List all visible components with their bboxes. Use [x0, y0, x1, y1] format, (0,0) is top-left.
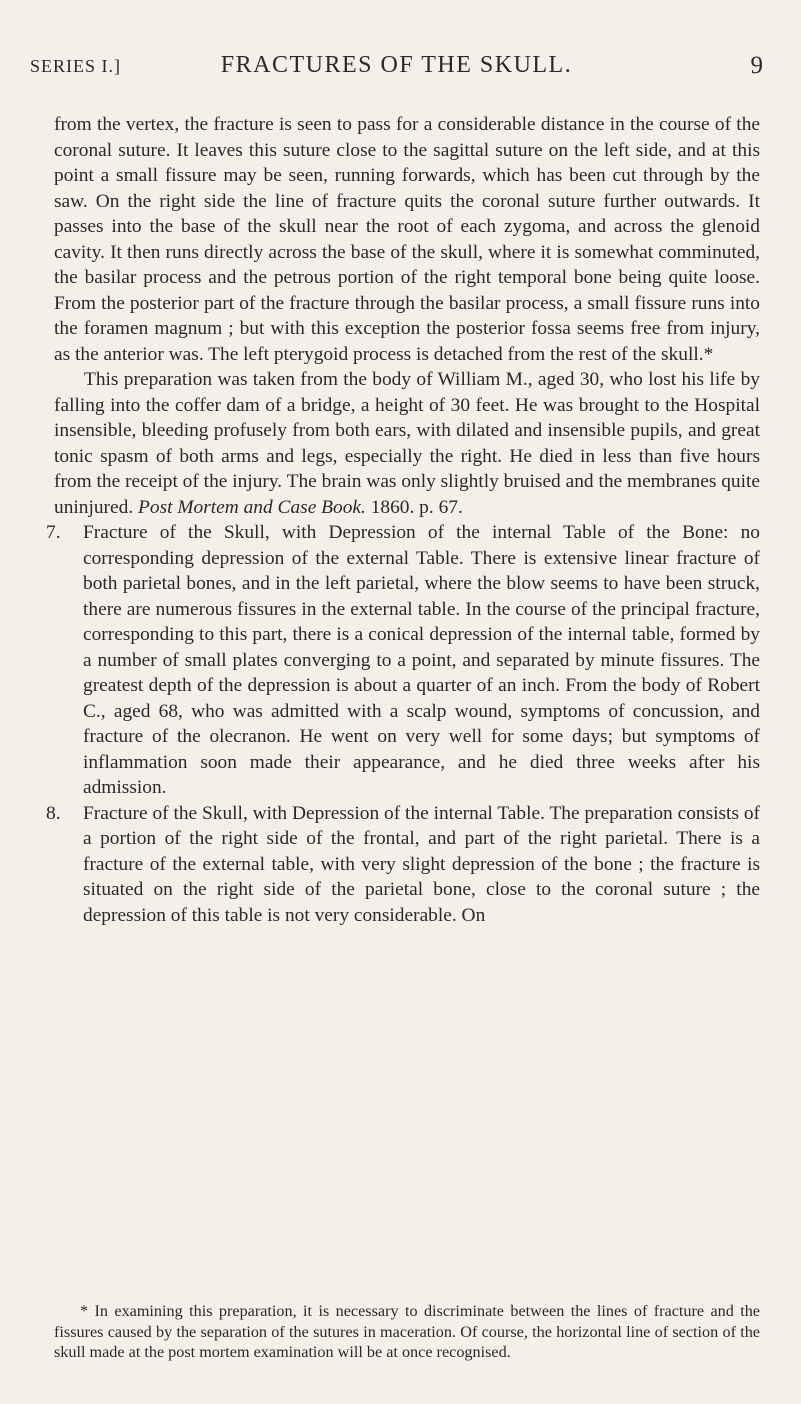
specimen-8: [46, 801, 760, 929]
series-label: SERIES I.]: [30, 56, 121, 76]
specimen-8-text: Fracture of the Skull, with Depression of the internal Table. The preparation consists of a portion of the right side of the frontal, and part of the right parietal. There is a fracture of the external table, with very slight depression of the bone ; the fracture is situated on the right side of the parietal bone, close to the coronal suture ; the depression of this table is not very considerable. On: [83, 802, 760, 926]
case-history-text: This preparation was taken from the body of William M., aged 30, who lost his life by falling into the coffer dam of a bridge, a height of 30 feet. He was brought to the Hospital insensible, bleeding profusely from both ears, with dilated and insensible pupils, and great tonic spasm of both arms and legs, especially the right. He died in less than five hours from the receipt of the injury. The brain was only slightly bruised and the membranes quite uninjured.: [54, 369, 760, 518]
specimen-8-number: 8.: [46, 802, 61, 824]
case-book-reference: Post Mortem and Case Book.: [138, 496, 366, 518]
paragraph-fracture-description: from the vertex, the fracture is seen to pass for a considerable distance in the course of the coronal suture. It leaves this suture close to the sagittal suture on the left side, and at this point a small fissure may be seen, running forwards, which has been cut through by the saw. On the right side the line of fracture quits the coronal suture further outwards. It passes into the base of the skull near the root of each zygoma, and across the glenoid cavity. It then runs directly across the base of the skull, where it is somewhat comminuted, the basilar process and the petrous portion of the right temporal bone being quite loose. From the posterior part of the fracture through the basilar process, a small fissure runs into the foramen magnum ; but with this exception the posterior fossa seems free from injury, as the anterior was. The left pterygoid process is detached from the rest of the skull.*: [54, 114, 760, 365]
page-number: 9: [750, 52, 763, 79]
footnote: [54, 1301, 760, 1363]
case-book-reference-tail: 1860. p. 67.: [370, 496, 463, 518]
paragraph-case-history: [54, 367, 760, 520]
specimen-7: [46, 520, 760, 801]
footnote-text: * In examining this preparation, it is necessary to discriminate between the lines of fracture and the fissures caused by the separation of the sutures in maceration. Of course, the horizontal line of section of the skull made at the post mortem examination will be at once recognised.: [54, 1302, 760, 1361]
specimen-7-number: 7.: [46, 522, 61, 543]
page-header: [30, 52, 763, 86]
body-text: [46, 112, 760, 928]
specimen-7-text: Fracture of the Skull, with Depression of the internal Table of the Bone: no corresponding depression of the external Table. There is extensive linear fracture of both parietal bones, and in the left parietal, where the blow seems to have been struck, there are numerous fissures in the external table. In the course of the principal fracture, corresponding to this part, there is a conical depression of the internal table, formed by a number of small plates converging to a point, and separated by minute fissures. The greatest depth of the depression is about a quarter of an inch. From the body of Robert C., aged 68, who was admitted with a scalp wound, symptoms of concussion, and fracture of the olecranon. He went on very well for some days; but symptoms of inflammation soon made their appearance, and he died three weeks after his admission.: [83, 522, 760, 798]
running-title: FRACTURES OF THE SKULL.: [220, 52, 573, 78]
